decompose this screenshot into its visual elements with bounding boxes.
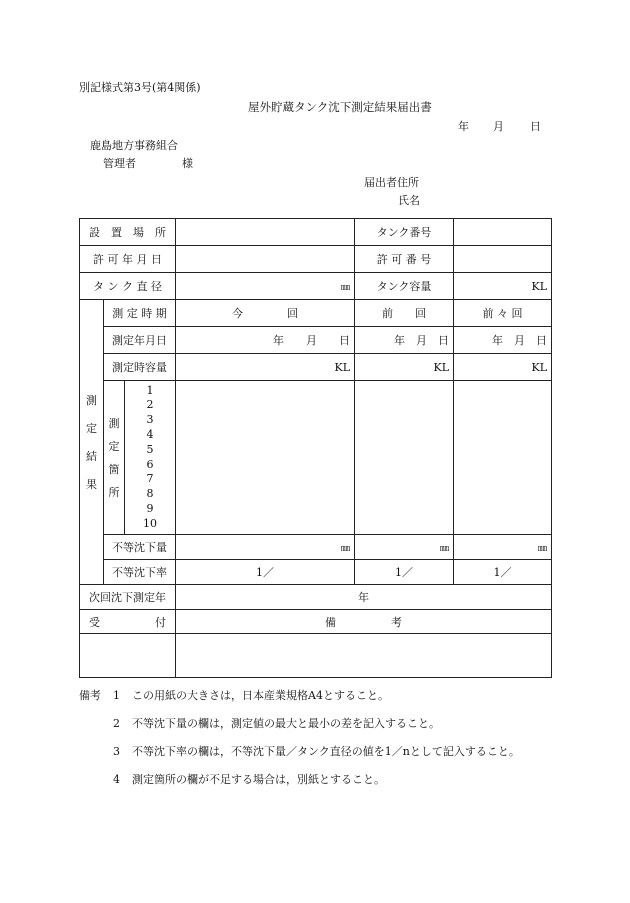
document-title: 屋外貯蔵タンク沈下測定結果届出書 [248,100,432,114]
next-measure-field[interactable]: 年 [176,585,552,610]
location-number: 6 [146,457,154,471]
date-month-label: 月 [493,120,504,133]
remarks-label: 備 考 [176,610,552,634]
tank-diameter-label: タ ン ク 直 径 [80,273,176,300]
measure-date-this[interactable]: 年 月 日 [176,327,355,354]
measure-date-label: 測定年月日 [104,327,176,354]
tank-number-label: タンク番号 [355,219,454,246]
location-char-2: 定 [108,440,120,453]
measure-capacity-last[interactable] [355,354,454,381]
measure-capacity-before-last[interactable] [454,354,552,381]
location-values-before-last[interactable] [454,381,552,535]
uneven-rate-last[interactable]: 1／ [355,560,454,585]
measure-capacity-label: 測定時容量 [104,354,176,381]
location-char-3: 箇 [108,463,120,476]
result-char-4: 果 [86,478,97,491]
result-char-1: 測 [86,394,97,407]
addressee-role: 管理者 [103,157,136,170]
unit-kl: KL [531,360,548,374]
report-table [79,218,552,678]
uneven-rate-this[interactable]: 1／ [176,560,355,585]
note-text: 不等沈下量の欄は，測定値の最大と最小の差を記入すること。 [132,717,440,730]
note-text: 不等沈下率の欄は，不等沈下量／タンク直径の値を1／nとして記入すること。 [132,745,520,758]
location-number: 2 [146,398,154,412]
permit-number-label: 許 可 番 号 [355,246,454,273]
applicant-address-label: 届出者住所 [364,176,419,189]
location-number: 7 [146,472,154,486]
measure-capacity-this[interactable] [176,354,355,381]
before-last-header: 前 々 回 [454,300,552,327]
tank-diameter-field[interactable] [176,273,355,300]
last-time-header: 前 回 [355,300,454,327]
applicant-name-label: 氏名 [398,194,420,207]
location-number: 1 [146,383,154,397]
uneven-amount-last[interactable] [355,535,454,560]
measure-time-label: 測 定 時 期 [104,300,176,327]
note-number: 3 [113,745,120,758]
location-values-this[interactable] [176,381,355,535]
location-number: 10 [143,516,158,530]
note-text: 測定箇所の欄が不足する場合は，別紙とすること。 [132,773,385,786]
measure-date-before-last[interactable]: 年 月 日 [454,327,552,354]
measure-date-last[interactable]: 年 月 日 [355,327,454,354]
uneven-amount-before-last[interactable] [454,535,552,560]
install-location-label: 設 置 場 所 [80,219,176,246]
unit-mm: ㎜ [538,543,548,554]
location-number: 9 [146,501,154,515]
uneven-amount-label: 不等沈下量 [104,535,176,560]
location-number: 8 [146,487,154,501]
measure-location-label [104,381,125,535]
note-number: 4 [113,773,120,786]
date-day-label: 日 [530,120,541,133]
remarks-field[interactable] [176,634,552,678]
location-number: 4 [146,427,154,441]
result-char-2: 定 [86,422,97,435]
location-number: 5 [146,442,154,456]
addressee-org: 鹿島地方事務組合 [90,139,178,152]
report-form [79,218,551,676]
result-char-3: 結 [86,450,97,463]
uneven-amount-this[interactable] [176,535,355,560]
next-measure-label: 次回沈下測定年 [80,585,176,610]
notes-label: 備考 [79,689,101,702]
reception-label: 受 付 [80,610,176,634]
note-text: この用紙の大きさは，日本産業規格A4とすること。 [132,689,389,702]
note-number: 1 [113,689,120,702]
tank-capacity-field[interactable] [454,273,552,300]
location-values-last[interactable] [355,381,454,535]
location-number: 3 [146,413,154,427]
uneven-rate-before-last[interactable]: 1／ [454,560,552,585]
reception-field[interactable] [80,634,176,678]
permit-date-field[interactable] [176,246,355,273]
unit-mm: ㎜ [341,543,351,554]
tank-capacity-label: タンク容量 [355,273,454,300]
measurement-result-label [80,300,104,585]
note-number: 2 [113,717,120,730]
permit-date-label: 許 可 年 月 日 [80,246,176,273]
unit-mm: ㎜ [341,282,351,293]
location-char-4: 所 [108,486,120,499]
unit-kl: KL [433,360,450,374]
tank-number-field[interactable] [454,219,552,246]
permit-number-field[interactable] [454,246,552,273]
this-time-header: 今 回 [176,300,355,327]
unit-kl: KL [531,279,548,293]
uneven-rate-label: 不等沈下率 [104,560,176,585]
date-year-label: 年 [458,120,469,133]
location-number-list [125,381,176,535]
unit-kl: KL [334,360,351,374]
unit-mm: ㎜ [440,543,450,554]
form-id: 別記様式第3号(第4関係) [79,81,201,94]
addressee-honorific: 様 [182,157,193,170]
location-char-1: 測 [108,417,120,430]
install-location-field[interactable] [176,219,355,246]
